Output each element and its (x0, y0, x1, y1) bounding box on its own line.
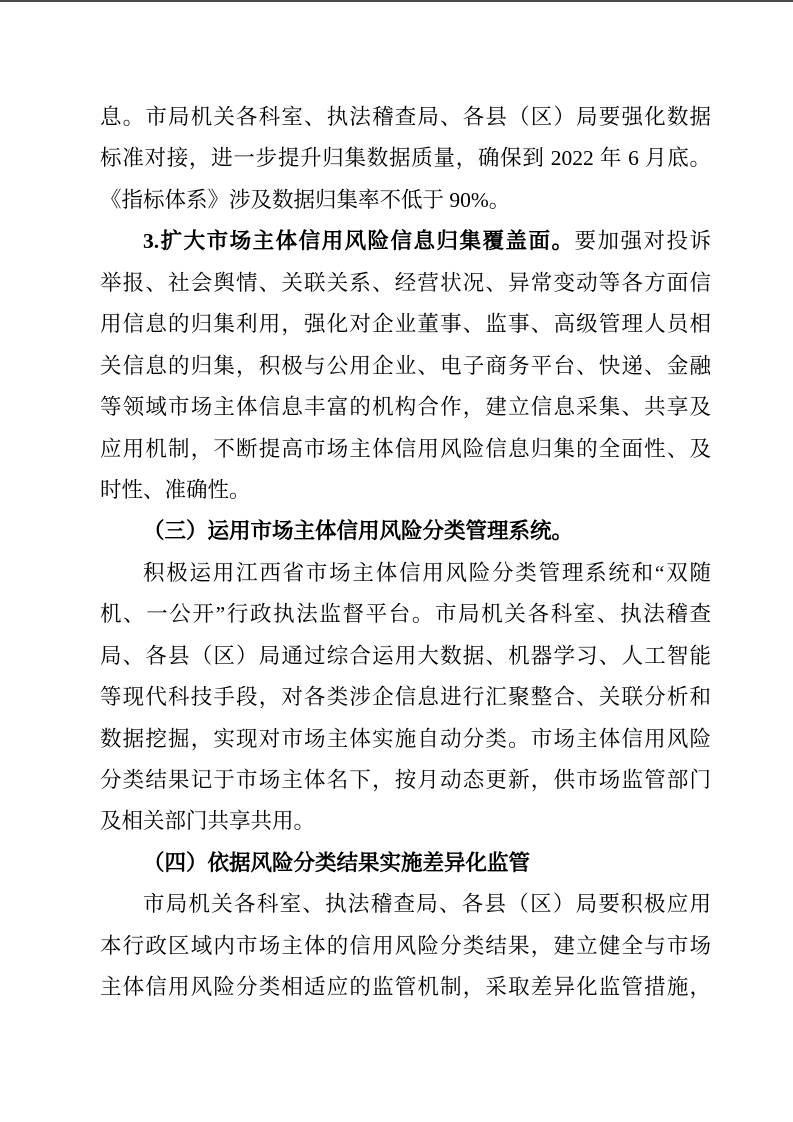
text-line: 机、一公开”行政执法监督平台。市局机关各科室、执法稽查 (100, 602, 711, 627)
text-line: 用信息的归集利用，强化对企业董事、监事、高级管理人员相 (100, 312, 711, 337)
text-line: 时性、准确性。 (100, 477, 251, 502)
text-line: 局、各县（区）局通过综合运用大数据、机器学习、人工智能 (100, 643, 711, 668)
text-line: 《指标体系》涉及数据归集率不低于 90%。 (100, 187, 511, 212)
text-line: 主体信用风险分类相适应的监管机制，采取差异化监管措施， (100, 975, 711, 1000)
text-run: 要加强对投诉 (574, 229, 711, 254)
text-line: 及相关部门共享共用。 (100, 809, 316, 834)
text-line: 等领域市场主体信息丰富的机构合作，建立信息采集、共享及 (100, 395, 711, 420)
text-line: 市局机关各科室、执法稽查局、各县（区）局要积极应用 (143, 892, 711, 917)
text-line: 数据挖掘，实现对市场主体实施自动分类。市场主体信用风险 (100, 726, 711, 751)
text-line: 关信息的归集，积极与公用企业、电子商务平台、快递、金融 (100, 353, 711, 378)
text-line: 分类结果记于市场主体名下，按月动态更新，供市场监管部门 (100, 768, 711, 792)
section-heading-three: （三）运用市场主体信用风险分类管理系统。 (143, 519, 574, 544)
text-line: 等现代科技手段，对各类涉企信息进行汇聚整合、关联分析和 (100, 685, 711, 710)
document-body (100, 97, 711, 1009)
section-heading-four: （四）依据风险分类结果实施差异化监管 (143, 850, 531, 875)
bold-lead-run: 3.扩大市场主体信用风险信息归集覆盖面。 (143, 229, 575, 254)
text-line: 本行政区域内市场主体的信用风险分类结果，建立健全与市场 (100, 933, 711, 958)
text-line (100, 221, 711, 262)
text-line: 标准对接，进一步提升归集数据质量，确保到 2022 年 6 月底。 (100, 146, 711, 171)
page-top-edge-line (0, 0, 793, 2)
text-line: 应用机制，不断提高市场主体信用风险信息归集的全面性、及 (100, 436, 711, 461)
text-line: 举报、社会舆情、关联关系、经营状况、异常变动等各方面信 (100, 270, 711, 295)
text-line: 息。市局机关各科室、执法稽查局、各县（区）局要强化数据 (100, 105, 711, 129)
text-line: 积极运用江西省市场主体信用风险分类管理系统和“双随 (143, 560, 711, 585)
